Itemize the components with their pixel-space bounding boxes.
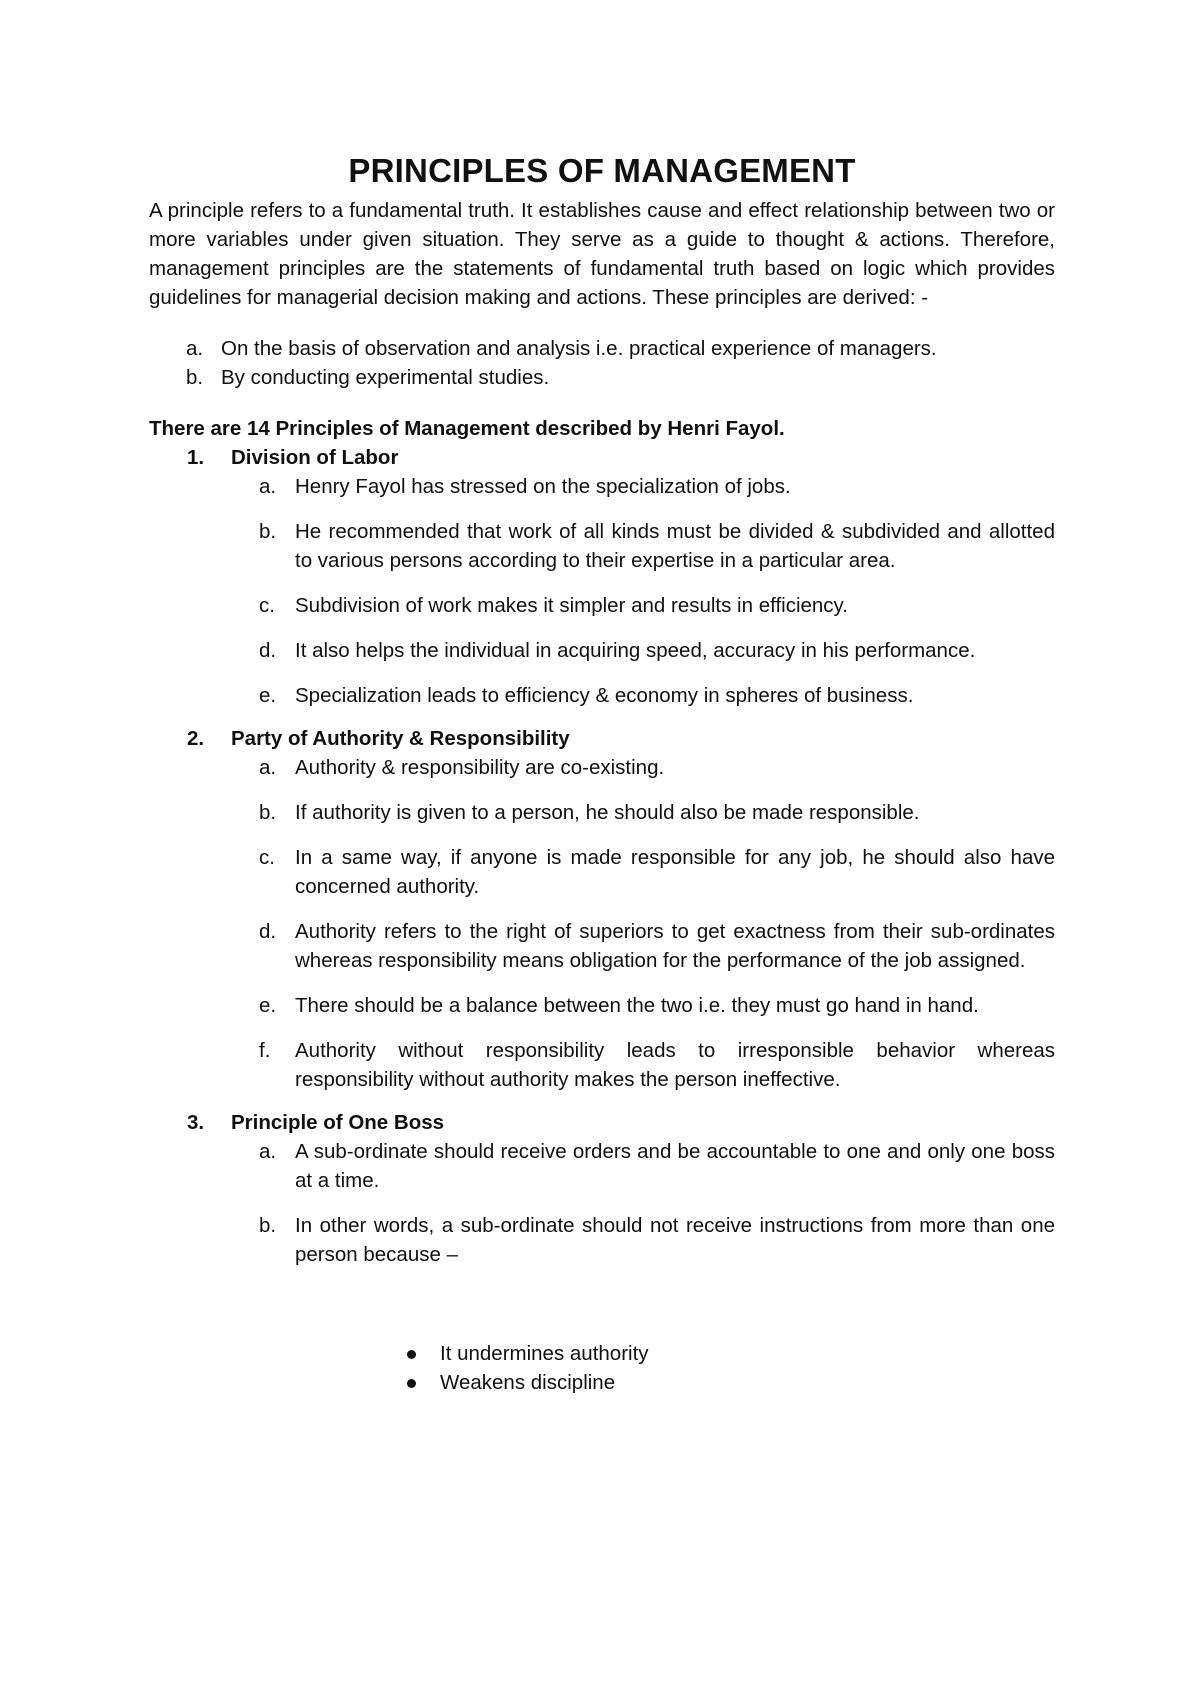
- list-item-text: On the basis of observation and analysis i.e. practical experience of managers.: [221, 337, 937, 360]
- list-item: [149, 798, 1055, 827]
- list-item: [149, 591, 1055, 620]
- list-marker: a.: [259, 756, 277, 779]
- list-marker: a.: [259, 1140, 277, 1163]
- list-item: [149, 636, 1055, 665]
- section-title: Principle of One Boss: [231, 1111, 445, 1134]
- list-item-text: Henry Fayol has stressed on the specialization of jobs.: [295, 475, 791, 498]
- list-item: [149, 1137, 1055, 1195]
- bullet-dot-icon: [407, 1379, 416, 1388]
- page-title: PRINCIPLES OF MANAGEMENT: [348, 152, 856, 189]
- principle-section: [149, 443, 1055, 710]
- list-marker: a.: [186, 337, 204, 360]
- section-heading: [149, 443, 1055, 472]
- section-number: 2.: [187, 727, 205, 750]
- list-marker: c.: [259, 594, 275, 617]
- list-marker: b.: [259, 1214, 277, 1237]
- bullet-text: It undermines authority: [440, 1342, 649, 1365]
- bullet-item: [149, 1368, 1055, 1397]
- derived-list: [149, 334, 1055, 392]
- section-lead: There are 14 Principles of Management described by Henri Fayol.: [149, 417, 785, 440]
- list-item: [149, 681, 1055, 710]
- list-marker: f.: [259, 1039, 271, 1062]
- section-number: 1.: [187, 446, 205, 469]
- section-heading: [149, 724, 1055, 753]
- list-item-text: In a same way, if anyone is made responsible for any job, he should also have concerned authority.: [295, 846, 1055, 898]
- bullet-dot-icon: [407, 1350, 416, 1359]
- principles-list: [149, 443, 1055, 1269]
- list-item-text: Subdivision of work makes it simpler and results in efficiency.: [295, 594, 848, 617]
- list-marker: c.: [259, 846, 275, 869]
- list-item: [149, 472, 1055, 501]
- list-marker: b.: [259, 520, 277, 543]
- list-item-text: A sub-ordinate should receive orders and be accountable to one and only one boss at a time.: [295, 1140, 1055, 1192]
- list-item-text: He recommended that work of all kinds must be divided & subdivided and allotted to various persons according to their expertise in a particular area.: [295, 520, 1055, 572]
- list-item-text: It also helps the individual in acquiring speed, accuracy in his performance.: [295, 639, 976, 662]
- list-item: [149, 753, 1055, 782]
- list-item-text: There should be a balance between the two i.e. they must go hand in hand.: [295, 994, 979, 1017]
- list-marker: e.: [259, 684, 277, 707]
- list-item-text: Authority refers to the right of superiors to get exactness from their sub-ordinates whereas responsibility means obligation for the performance of the job assigned.: [295, 920, 1055, 972]
- section-items: [149, 1137, 1055, 1269]
- list-marker: b.: [186, 366, 204, 389]
- section-number: 3.: [187, 1111, 205, 1134]
- list-item-text: Specialization leads to efficiency & economy in spheres of business.: [295, 684, 914, 707]
- list-item: [149, 334, 1055, 363]
- section-items: [149, 472, 1055, 710]
- section-heading: [149, 1108, 1055, 1137]
- list-item-text: Authority & responsibility are co-existing.: [295, 756, 665, 779]
- list-marker: b.: [259, 801, 277, 824]
- list-item-text: By conducting experimental studies.: [221, 366, 550, 389]
- list-marker: d.: [259, 920, 277, 943]
- list-marker: a.: [259, 475, 277, 498]
- list-item: [149, 1211, 1055, 1269]
- intro-paragraph: A principle refers to a fundamental truth. It establishes cause and effect relationship between two or more variables under given situation. They serve as a guide to thought & actions. Therefore, management principles are the statements of fundamental truth based on logic which provides guidelines for managerial decision making and actions. These principles are derived: -: [149, 199, 1055, 309]
- bullet-item: [149, 1339, 1055, 1368]
- list-marker: d.: [259, 639, 277, 662]
- list-item: [149, 843, 1055, 901]
- list-item-text: If authority is given to a person, he should also be made responsible.: [295, 801, 920, 824]
- list-item: [149, 517, 1055, 575]
- principle-section: [149, 1108, 1055, 1269]
- document-content: [149, 150, 1055, 1397]
- principle-section: [149, 724, 1055, 1094]
- list-item: [149, 1036, 1055, 1094]
- list-item-text: Authority without responsibility leads to irresponsible behavior whereas responsibility without authority makes the person ineffective.: [295, 1039, 1055, 1091]
- bullet-text: Weakens discipline: [440, 1371, 616, 1394]
- section-title: Division of Labor: [231, 446, 399, 469]
- section-items: [149, 753, 1055, 1094]
- section-title: Party of Authority & Responsibility: [231, 727, 570, 750]
- bullet-list: [149, 1339, 1055, 1397]
- list-item: [149, 363, 1055, 392]
- list-item: [149, 917, 1055, 975]
- list-item: [149, 991, 1055, 1020]
- list-marker: e.: [259, 994, 277, 1017]
- list-item-text: In other words, a sub-ordinate should not receive instructions from more than one person because –: [295, 1214, 1055, 1266]
